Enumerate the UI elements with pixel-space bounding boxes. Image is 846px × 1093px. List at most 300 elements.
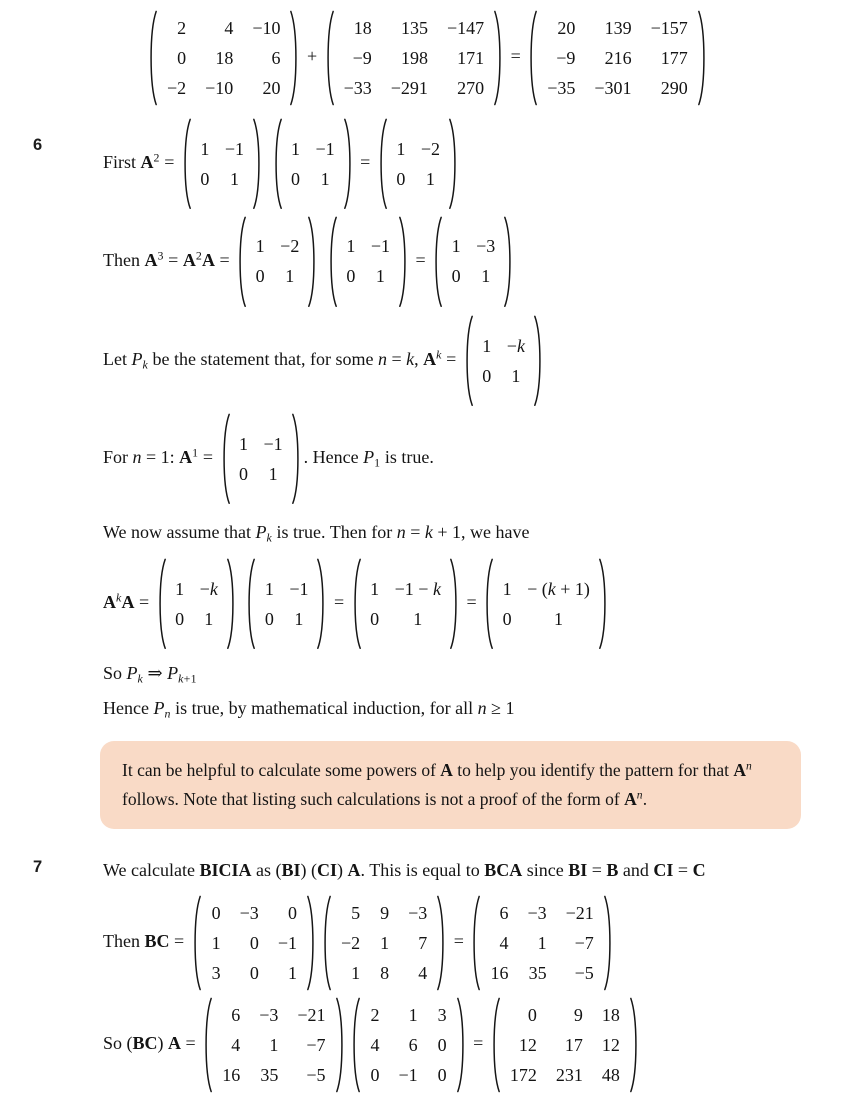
matrix-cell: 0	[287, 902, 297, 923]
matrix-cell: 1	[255, 236, 265, 257]
math-text: is true. Then for	[272, 521, 397, 542]
matrix-addition-block	[145, 10, 846, 106]
matrix	[324, 10, 504, 106]
math-text: + 1, we have	[432, 521, 530, 542]
matrix-cell: 7	[418, 932, 428, 953]
math-text: We calculate	[103, 859, 200, 880]
matrix-cell: 6	[231, 1004, 241, 1025]
math-var: P	[363, 446, 375, 467]
matrix-paren-right-icon	[603, 895, 614, 991]
math-text: =	[587, 859, 607, 880]
matrix-paren-right-icon	[598, 558, 609, 650]
matrix-paren-right-icon	[697, 10, 708, 106]
math-text	[265, 152, 270, 172]
matrix-cell: 4	[418, 962, 428, 983]
math-text: )	[157, 1032, 169, 1053]
matrix-cell: 1	[408, 1004, 418, 1025]
matrix-paren-left-icon	[327, 216, 338, 308]
matrix-cell: 231	[555, 1064, 583, 1085]
matrix-cell: 48	[601, 1064, 620, 1085]
math-text	[239, 592, 244, 612]
matrix-cell: −147	[446, 18, 485, 38]
matrix	[191, 895, 317, 991]
math-text: +	[302, 46, 322, 67]
math-text: ⇒	[143, 662, 168, 683]
matrix-cell: 12	[518, 1034, 537, 1055]
matrix-cell: 1	[502, 578, 512, 599]
matrix-cell: 1	[200, 138, 210, 159]
matrix	[350, 997, 467, 1093]
matrix-cell: 9	[380, 902, 390, 923]
matrix-paren-left-icon	[272, 118, 283, 210]
matrix-grid	[338, 216, 398, 308]
subscript: k	[142, 357, 149, 372]
math-text: ) (	[300, 859, 318, 880]
item-6-number: 6	[33, 136, 43, 154]
matrix-cell: 3	[437, 1004, 447, 1025]
matrix-grid	[231, 413, 291, 505]
matrix-cell: 18	[215, 48, 234, 68]
matrix	[483, 558, 609, 650]
matrix-cell: 0	[437, 1034, 447, 1055]
math-text: .	[642, 789, 648, 810]
math-text: . Hence	[303, 446, 364, 467]
math-bold: A	[140, 151, 154, 172]
subscript: k	[137, 671, 144, 686]
matrix-cell: −1	[398, 1064, 418, 1085]
superscript: 3	[157, 248, 164, 263]
math-text: =	[673, 859, 693, 880]
line-pk-statement	[103, 315, 846, 407]
matrix-cell: 1	[211, 932, 221, 953]
subscript: n	[164, 706, 171, 721]
matrix	[490, 997, 640, 1093]
item-7	[0, 855, 846, 1093]
matrix-cell: 16	[222, 1064, 241, 1085]
matrix-cell: 139	[604, 18, 632, 38]
matrix-cell: 4	[224, 18, 234, 38]
item-6-body	[103, 118, 846, 723]
matrix-cell: 0	[175, 608, 185, 629]
math-text: Let	[103, 349, 132, 370]
matrix-cell: 0	[200, 168, 210, 189]
matrix-cell: 35	[260, 1064, 279, 1085]
math-text: =	[441, 349, 461, 370]
matrix	[245, 558, 327, 650]
matrix-cell: 0	[502, 608, 512, 629]
matrix-paren-left-icon	[147, 10, 158, 106]
matrix-cell: 0	[255, 266, 265, 287]
matrix	[470, 895, 613, 991]
matrix-cell: 0	[346, 266, 356, 287]
math-text: It can be helpful to calculate some powers of	[122, 759, 441, 780]
math-text: =	[410, 249, 431, 270]
math-bold: CI	[317, 859, 338, 880]
matrix-cell: 1	[346, 236, 356, 257]
matrix-cell: 9	[573, 1004, 583, 1025]
matrix-cell: −10	[205, 78, 234, 98]
matrix-addition-equation	[145, 10, 846, 106]
matrix-cell: 18	[353, 18, 372, 38]
line-bicia	[103, 857, 846, 883]
matrix	[351, 558, 460, 650]
matrix-cell: 6	[408, 1034, 418, 1055]
matrix-cell: 1	[396, 138, 406, 159]
matrix-cell: 8	[380, 962, 390, 983]
matrix	[181, 118, 263, 210]
superscript: 2	[195, 248, 203, 263]
matrix-cell: 5	[351, 902, 361, 923]
matrix-cell: 1	[204, 608, 214, 629]
matrix-paren-left-icon	[483, 558, 494, 650]
math-text: ,	[414, 349, 424, 370]
matrix-cell: 0	[177, 48, 187, 68]
matrix-paren-left-icon	[181, 118, 192, 210]
line-inductive-step	[103, 558, 846, 650]
math-text: =	[468, 1032, 488, 1053]
matrix-cell: 1	[287, 962, 297, 983]
matrix-cell: 1	[481, 266, 491, 287]
math-text: Then	[103, 249, 145, 270]
hint-callout	[100, 741, 801, 829]
matrix-cell: 20	[557, 18, 576, 38]
matrix-cell: 1	[482, 336, 492, 357]
math-text: since	[522, 859, 569, 880]
line-conclusion	[103, 695, 846, 723]
matrix-cell: 0	[239, 463, 249, 484]
matrix-cell: 17	[564, 1034, 583, 1055]
math-text: = 1:	[141, 446, 180, 467]
matrix-cell: −157	[650, 18, 688, 38]
math-text: is true.	[380, 446, 434, 467]
math-var: n	[477, 698, 487, 719]
matrix-cell: −291	[390, 78, 428, 98]
math-var: n	[377, 349, 387, 370]
matrix-cell: −1	[315, 138, 335, 159]
matrix-cell: 177	[660, 48, 688, 68]
matrix-cell: 290	[660, 78, 688, 98]
math-text: =	[329, 592, 349, 613]
matrix-grid	[474, 315, 533, 407]
matrix	[463, 315, 544, 407]
matrix-grid	[202, 895, 306, 991]
matrix-cell: −9	[352, 48, 372, 68]
matrix-paren-left-icon	[527, 10, 538, 106]
matrix-paren-left-icon	[490, 997, 501, 1093]
matrix-cell: 0	[482, 366, 492, 387]
math-bold: A	[202, 249, 216, 270]
math-text: Then	[103, 930, 145, 951]
matrix-grid	[388, 118, 448, 210]
matrix-cell: 1	[268, 463, 278, 484]
matrix-cell: 1	[294, 608, 304, 629]
matrix-cell: 0	[249, 932, 259, 953]
matrix-cell: −1	[263, 433, 283, 454]
subscript: 1	[374, 455, 381, 470]
matrix-cell: 16	[490, 962, 509, 983]
line-bc-product	[103, 895, 846, 991]
math-bold: BCA	[484, 859, 523, 880]
math-text: So	[103, 662, 127, 683]
matrix-cell: −1	[289, 578, 309, 599]
matrix-grid	[332, 895, 436, 991]
matrix-paren-left-icon	[202, 997, 213, 1093]
math-bold: BC	[144, 930, 170, 951]
matrix-cell: 12	[601, 1034, 620, 1055]
math-text: is true, by mathematical induction, for all	[170, 698, 478, 719]
matrix-paren-left-icon	[350, 997, 361, 1093]
matrix-cell: 1	[370, 578, 380, 599]
item-7-body	[103, 855, 846, 1093]
matrix-paren-left-icon	[351, 558, 362, 650]
math-bold: A	[103, 592, 116, 613]
matrix-cell: 0	[264, 608, 274, 629]
matrix-cell: 2	[177, 18, 187, 38]
math-text: =	[163, 249, 183, 270]
math-text: follows. Note that listing such calculations is not a proof of the form of	[122, 789, 625, 810]
math-text: =	[159, 151, 179, 172]
superscript: k	[116, 590, 122, 605]
matrix-paren-right-icon	[316, 558, 327, 650]
matrix-cell: −1	[277, 932, 297, 953]
superscript: n	[745, 760, 752, 773]
matrix-cell: 1	[269, 1034, 279, 1055]
matrix-cell: −7	[306, 1034, 326, 1055]
matrix-cell: −k	[506, 336, 525, 357]
matrix-cell: 2	[370, 1004, 380, 1025]
matrix-grid	[443, 216, 503, 308]
math-bold: A	[168, 1032, 182, 1053]
line-bca-product	[103, 997, 846, 1093]
matrix	[156, 558, 237, 650]
math-text: . This is equal to	[360, 859, 485, 880]
matrix-cell: −3	[239, 902, 259, 923]
matrix-cell: 1	[264, 578, 274, 599]
math-text: =	[215, 249, 235, 270]
matrix-cell: 0	[437, 1064, 447, 1085]
line-implication	[103, 660, 846, 688]
matrix-cell: −2	[167, 78, 187, 98]
math-bold: A	[144, 249, 158, 270]
matrix-cell: −k	[199, 578, 218, 599]
matrix-paren-left-icon	[191, 895, 202, 991]
matrix-cell: 0	[211, 902, 221, 923]
matrix-paren-left-icon	[432, 216, 443, 308]
math-text: )	[337, 859, 348, 880]
line-assumption	[103, 519, 846, 547]
matrix-cell: 6	[499, 902, 509, 923]
matrix-cell: 4	[231, 1034, 241, 1055]
matrix-paren-left-icon	[463, 315, 474, 407]
math-bold: BICIA	[199, 859, 252, 880]
matrix-cell: 1	[285, 266, 295, 287]
matrix-grid	[158, 10, 289, 106]
matrix-cell: 0	[370, 1064, 380, 1085]
matrix-grid	[256, 558, 316, 650]
matrix	[147, 10, 300, 106]
matrix-cell: 1	[554, 608, 564, 629]
matrix	[321, 895, 447, 991]
matrix-paren-left-icon	[156, 558, 167, 650]
math-text: =	[134, 592, 154, 613]
math-text: =	[169, 930, 189, 951]
matrix-cell: 1	[413, 608, 423, 629]
math-text: For	[103, 446, 133, 467]
matrix-paren-right-icon	[289, 10, 300, 106]
matrix-grid	[167, 558, 226, 650]
math-bold: B	[606, 859, 619, 880]
matrix-cell: 0	[249, 962, 259, 983]
matrix	[327, 216, 409, 308]
matrix-cell: −3	[476, 236, 496, 257]
matrix-cell: −301	[594, 78, 632, 98]
matrix-cell: 35	[528, 962, 547, 983]
math-var: P	[255, 521, 267, 542]
math-bold: BI	[281, 859, 301, 880]
math-bold: CI	[653, 859, 674, 880]
math-text: to help you identify the pattern for that	[452, 759, 734, 780]
matrix-paren-right-icon	[291, 413, 302, 505]
matrix	[377, 118, 459, 210]
superscript: n	[636, 789, 643, 802]
math-bold: A	[179, 446, 193, 467]
matrix-cell: 270	[457, 78, 485, 98]
matrix-paren-left-icon	[324, 10, 335, 106]
matrix-cell: 0	[370, 608, 380, 629]
matrix-grid	[192, 118, 252, 210]
matrix-cell: 1	[451, 236, 461, 257]
matrix-cell: 1	[375, 266, 385, 287]
matrix-cell: 171	[457, 48, 485, 68]
math-var: P	[153, 698, 165, 719]
math-bold: A	[121, 592, 135, 613]
matrix-grid	[538, 10, 696, 106]
matrix-grid	[494, 558, 598, 650]
math-text: =	[198, 446, 218, 467]
superscript: 2	[153, 150, 160, 165]
matrix-cell: −5	[574, 962, 594, 983]
matrix-cell: 1	[229, 168, 239, 189]
matrix-grid	[283, 118, 343, 210]
hint-callout-text	[122, 756, 777, 815]
math-var: n	[396, 521, 406, 542]
matrix-grid	[361, 997, 456, 1093]
math-text: =	[355, 151, 375, 172]
matrix-cell: 1	[537, 932, 547, 953]
matrix-paren-right-icon	[343, 118, 354, 210]
matrix-cell: 0	[451, 266, 461, 287]
math-bold: A	[423, 349, 437, 370]
matrix-cell: −1	[224, 138, 245, 159]
superscript: 1	[192, 445, 199, 460]
matrix-cell: 198	[400, 48, 428, 68]
matrix-paren-left-icon	[245, 558, 256, 650]
matrix-paren-right-icon	[226, 558, 237, 650]
math-text: be the statement that, for some	[148, 349, 378, 370]
matrix-paren-left-icon	[377, 118, 388, 210]
matrix-paren-right-icon	[252, 118, 263, 210]
math-text: =	[449, 930, 469, 951]
math-var: P	[167, 662, 179, 683]
matrix-paren-right-icon	[335, 997, 346, 1093]
matrix	[202, 997, 345, 1093]
subscript: k+1	[178, 671, 197, 686]
matrix-cell: 4	[499, 932, 509, 953]
matrix-grid	[481, 895, 602, 991]
matrix-paren-right-icon	[436, 895, 447, 991]
math-var: k	[406, 349, 415, 370]
math-text: =	[386, 349, 407, 370]
matrix-cell: −10	[252, 18, 281, 38]
matrix-cell: 1	[351, 962, 361, 983]
matrix-cell: 135	[400, 18, 428, 38]
matrix-cell: −7	[574, 932, 594, 953]
matrix-paren-right-icon	[629, 997, 640, 1093]
matrix-cell: −3	[259, 1004, 279, 1025]
math-var: k	[424, 521, 433, 542]
matrix-cell: 1	[175, 578, 185, 599]
matrix-cell: −21	[565, 902, 594, 923]
matrix-paren-right-icon	[306, 895, 317, 991]
line-a-cubed	[103, 216, 846, 308]
matrix-grid	[213, 997, 334, 1093]
item-7-number: 7	[33, 857, 43, 876]
math-bold: BC	[132, 1032, 158, 1053]
matrix-paren-right-icon	[456, 997, 467, 1093]
math-var: n	[132, 446, 142, 467]
matrix	[236, 216, 318, 308]
matrix	[220, 413, 302, 505]
superscript: k	[436, 347, 442, 362]
matrix-cell: −21	[297, 1004, 326, 1025]
matrix-cell: −2	[420, 138, 440, 159]
matrix-cell: −5	[306, 1064, 326, 1085]
matrix	[527, 10, 707, 106]
matrix-cell: − (k + 1)	[527, 578, 590, 599]
matrix-grid	[501, 997, 629, 1093]
matrix-cell: 20	[262, 78, 281, 98]
matrix-paren-right-icon	[493, 10, 504, 106]
math-text: Hence	[103, 698, 154, 719]
math-text: So (	[103, 1032, 133, 1053]
matrix-cell: 172	[509, 1064, 537, 1085]
subscript: k	[266, 529, 273, 544]
math-text: =	[181, 1032, 201, 1053]
matrix-cell: 6	[271, 48, 281, 68]
matrix-cell: −3	[527, 902, 547, 923]
matrix-paren-left-icon	[236, 216, 247, 308]
matrix-cell: −1 − k	[394, 578, 441, 599]
matrix-cell: −1	[370, 236, 390, 257]
matrix-cell: −2	[340, 932, 361, 953]
matrix-cell: −2	[280, 236, 300, 257]
matrix-paren-right-icon	[307, 216, 318, 308]
line-a-squared	[103, 118, 846, 210]
matrix-cell: −9	[556, 48, 576, 68]
matrix	[432, 216, 514, 308]
math-text: as (	[251, 859, 282, 880]
matrix-paren-right-icon	[398, 216, 409, 308]
matrix-cell: −33	[343, 78, 372, 98]
math-bold: A	[347, 859, 361, 880]
matrix-grid	[247, 216, 307, 308]
math-bold: BI	[568, 859, 588, 880]
matrix-paren-right-icon	[503, 216, 514, 308]
item-6	[0, 118, 846, 723]
matrix-cell: 1	[320, 168, 330, 189]
math-text: ≥ 1	[486, 698, 515, 719]
matrix-cell: 0	[291, 168, 301, 189]
